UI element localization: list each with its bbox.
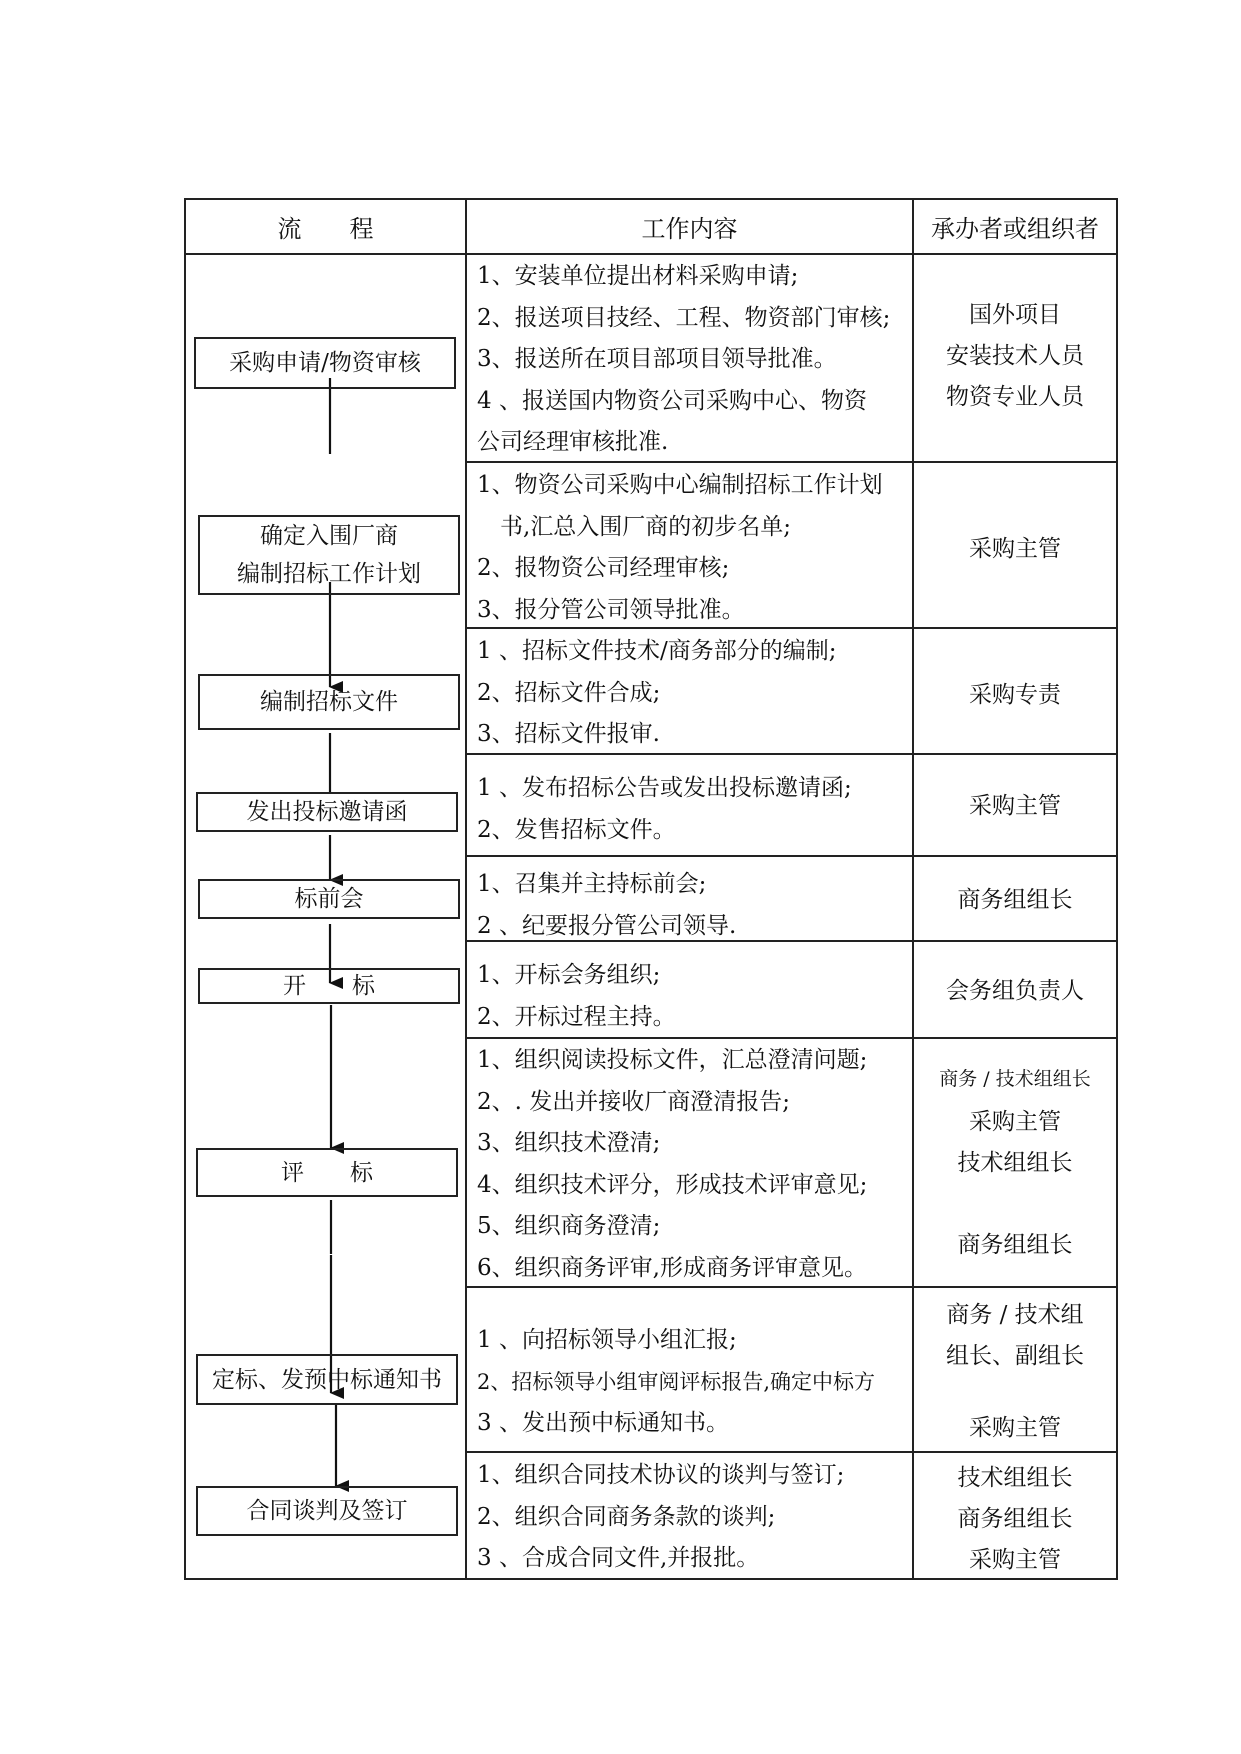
responsible-line: 采购主管 (969, 1415, 1061, 1441)
content-line: 6、组织商务评审,形成商务评审意见。 (477, 1254, 867, 1281)
content-line: 2、发售招标文件。 (477, 816, 676, 843)
responsible-line: 采购主管 (969, 536, 1061, 562)
content-line: 4、组织技术评分，形成技术评审意见; (477, 1171, 868, 1198)
content-line: 1 、招标文件技术/商务部分的编制; (477, 638, 837, 664)
responsible-line: 物资专业人员 (946, 384, 1084, 410)
step-label: 开 标 (283, 973, 375, 999)
responsible-line: 技术组组长 (957, 1150, 1073, 1176)
step-pre-bid-meeting (198, 879, 460, 919)
step-label: 标前会 (294, 886, 364, 912)
content-line: 2、开标过程主持。 (477, 1003, 676, 1030)
content-line: 3、报送所在项目部项目领导批准。 (477, 346, 837, 372)
responsible-line: 商务组组长 (957, 1506, 1073, 1532)
content-line: 1、组织合同技术协议的谈判与签订; (477, 1462, 845, 1488)
step-shortlist-plan (198, 515, 460, 595)
content-line: 1 、向招标领导小组汇报; (477, 1327, 737, 1353)
content-line: 3 、合成合同文件,并报批。 (477, 1545, 760, 1571)
responsible-line: 采购主管 (969, 793, 1061, 819)
step-label: 确定入围厂商 编制招标工作计划 (237, 523, 421, 587)
responsible-line: 商务组组长 (957, 1232, 1073, 1258)
step-contract-negotiation (196, 1486, 458, 1536)
responsible-line: 国外项目 (969, 302, 1061, 328)
step-bid-evaluation (196, 1148, 458, 1197)
step-award-notice (196, 1354, 458, 1405)
responsible-line: 商务 / 技术组组长 (939, 1068, 1091, 1090)
content-line: 4 、报送国内物资公司采购中心、物资 (477, 387, 867, 414)
step-bid-opening (198, 968, 460, 1004)
content-line: 3、组织技术澄清; (477, 1130, 661, 1156)
responsible-line: 商务 / 技术组 (946, 1302, 1084, 1328)
content-line: 2、报送项目技经、工程、物资部门审核; (477, 304, 891, 331)
content-line: 3、报分管公司领导批准。 (477, 596, 745, 623)
content-line: 公司经理审核批准. (477, 429, 669, 455)
content-line: 2、招标文件合成; (477, 679, 661, 706)
step-label: 评 标 (281, 1159, 373, 1186)
content-line: 1、物资公司采购中心编制招标工作计划 (477, 472, 883, 498)
step-send-invitation (196, 792, 458, 832)
content-line: 书,汇总入围厂商的初步名单; (477, 513, 792, 540)
step-prepare-tender-docs (198, 674, 460, 730)
header-content-label: 工作内容 (641, 215, 738, 243)
content-line: 1、组织阅读投标文件，汇总澄清问题; (477, 1047, 868, 1073)
content-line: 2、组织合同商务条款的谈判; (477, 1503, 776, 1530)
responsible-line: 会务组负责人 (946, 978, 1084, 1004)
responsible-line: 技术组组长 (957, 1465, 1073, 1491)
content-line: 2 、纪要报分管公司领导. (477, 912, 737, 939)
step-label: 定标、发预中标通知书 (212, 1366, 442, 1393)
content-line: 5、组织商务澄清; (477, 1213, 661, 1239)
step-label: 发出投标邀请函 (246, 799, 408, 825)
responsible-line: 商务组组长 (957, 887, 1073, 913)
responsible-line: 采购专责 (969, 682, 1061, 708)
content-line: 2、. 发出并接收厂商澄清报告; (477, 1088, 791, 1115)
step-label: 采购申请/物资审核 (229, 350, 421, 376)
content-line: 1、开标会务组织; (477, 962, 661, 988)
content-line: 2、报物资公司经理审核; (477, 555, 730, 581)
responsible-line: 安装技术人员 (946, 343, 1084, 369)
responsible-line: 采购主管 (969, 1109, 1061, 1135)
content-line: 1、安装单位提出材料采购申请; (477, 263, 799, 289)
content-line: 2、招标领导小组审阅评标报告,确定中标方 (477, 1369, 876, 1394)
header-process-label: 流 程 (277, 215, 374, 243)
step-label: 合同谈判及签订 (246, 1498, 408, 1524)
content-line: 1、召集并主持标前会; (477, 871, 707, 897)
header-responsible-label: 承办者或组织者 (931, 215, 1099, 243)
content-line: 1 、发布招标公告或发出投标邀请函; (477, 775, 852, 801)
responsible-line: 采购主管 (969, 1547, 1061, 1573)
step-label: 编制招标文件 (260, 689, 398, 715)
responsible-line: 组长、副组长 (946, 1343, 1084, 1369)
content-line: 3、招标文件报审. (477, 721, 660, 747)
step-purchase-request (194, 337, 456, 389)
content-line: 3 、发出预中标通知书。 (477, 1410, 729, 1436)
